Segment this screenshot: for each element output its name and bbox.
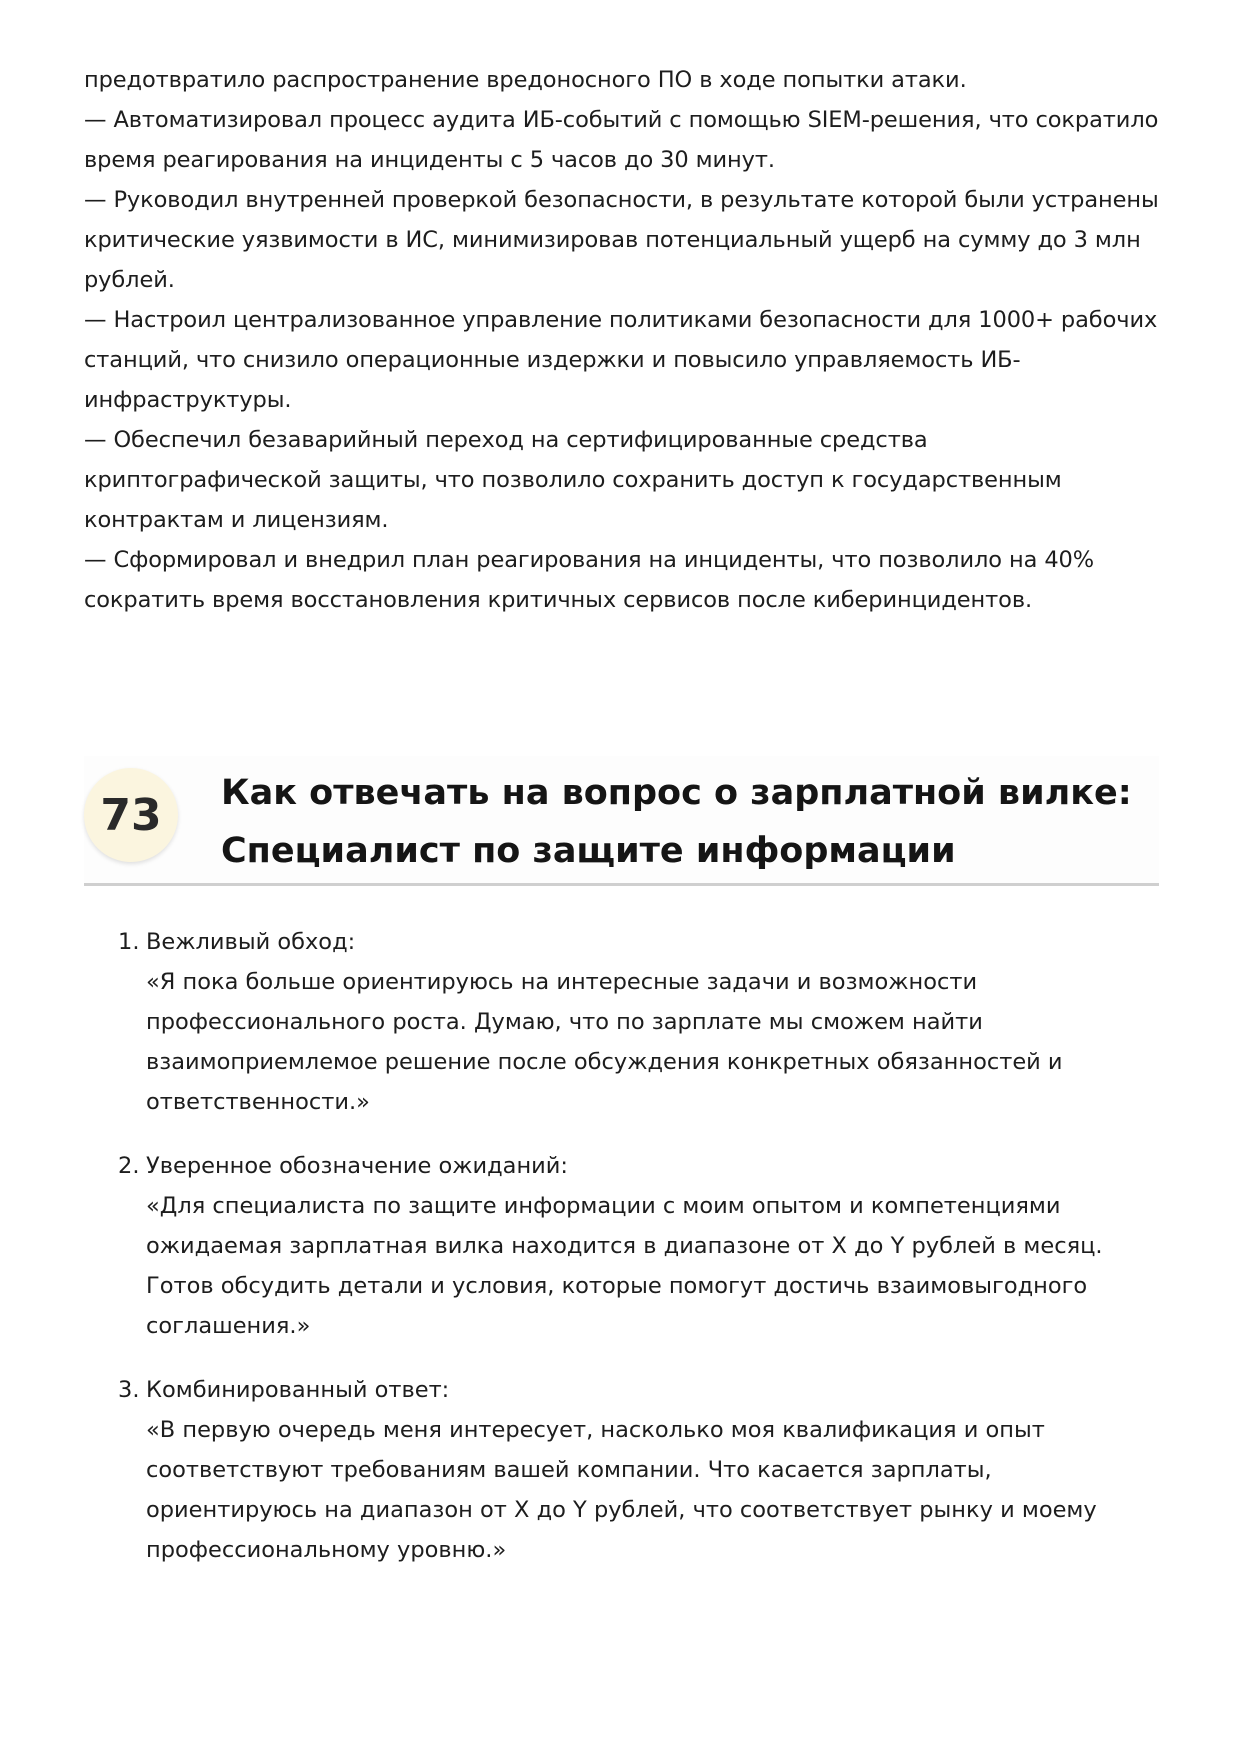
achievement-item: — Обеспечил безаварийный переход на сертифицированные средства криптографической защиты, что позволило сохранить доступ к государственным контрактам и лицензиям.	[84, 427, 1062, 533]
section-title-line-1: Как отвечать на вопрос о зарплатной вилке:	[221, 773, 1132, 813]
answers-list	[84, 922, 1159, 1594]
list-item	[84, 1370, 1159, 1570]
achievement-item: — Настроил централизованное управление политиками безопасности для 1000+ рабочих станций, что снизило операционные издержки и повысило управляемость ИБ-инфраструктуры.	[84, 307, 1158, 413]
list-item-number: 2.	[118, 1153, 140, 1179]
section-title	[221, 756, 1141, 880]
list-item	[84, 922, 1159, 1122]
achievement-item: — Руководил внутренней проверкой безопасности, в результате которой были устранены критические уязвимости в ИС, минимизировав потенциальный ущерб на сумму до 3 млн рублей.	[84, 187, 1159, 293]
section-header	[84, 756, 1159, 886]
achievements-block	[84, 60, 1159, 620]
answer-quote: «Я пока больше ориентируюсь на интересные задачи и возможности профессионального роста. Думаю, что по зарплате мы сможем найти взаимоприемлемое решение после обсуждения конкретных обязанностей и ответственности.»	[146, 969, 1063, 1115]
achievement-item: — Автоматизировал процесс аудита ИБ-событий с помощью SIEM-решения, что сократило время реагирования на инциденты с 5 часов до 30 минут.	[84, 107, 1159, 173]
list-item	[84, 1146, 1159, 1346]
list-item-number: 1.	[118, 929, 140, 955]
answer-label: Уверенное обозначение ожиданий:	[146, 1153, 568, 1179]
answer-label: Вежливый обход:	[146, 929, 356, 955]
section-title-line-2: Специалист по защите информации	[221, 831, 956, 871]
answer-quote: «Для специалиста по защите информации с моим опытом и компетенциями ожидаемая зарплатная вилка находится в диапазоне от X до Y рублей в месяц. Готов обсудить детали и условия, которые помогут достичь взаимовыгодного соглашения.»	[146, 1193, 1103, 1339]
list-item-number: 3.	[118, 1377, 140, 1403]
answer-label: Комбинированный ответ:	[146, 1377, 450, 1403]
achievements-list	[84, 60, 1159, 620]
achievement-item: — Сформировал и внедрил план реагирования на инциденты, что позволило на 40% сократить время восстановления критичных сервисов после киберинцидентов.	[84, 547, 1095, 613]
achievement-item: предотвратило распространение вредоносного ПО в ходе попытки атаки.	[84, 67, 967, 93]
section-number-badge: 73	[84, 768, 178, 862]
answer-quote: «В первую очередь меня интересует, насколько моя квалификация и опыт соответствуют требованиям вашей компании. Что касается зарплаты, ориентируюсь на диапазон от X до Y рублей, что соответствует рынку и моему профессиональному уровню.»	[146, 1417, 1097, 1563]
